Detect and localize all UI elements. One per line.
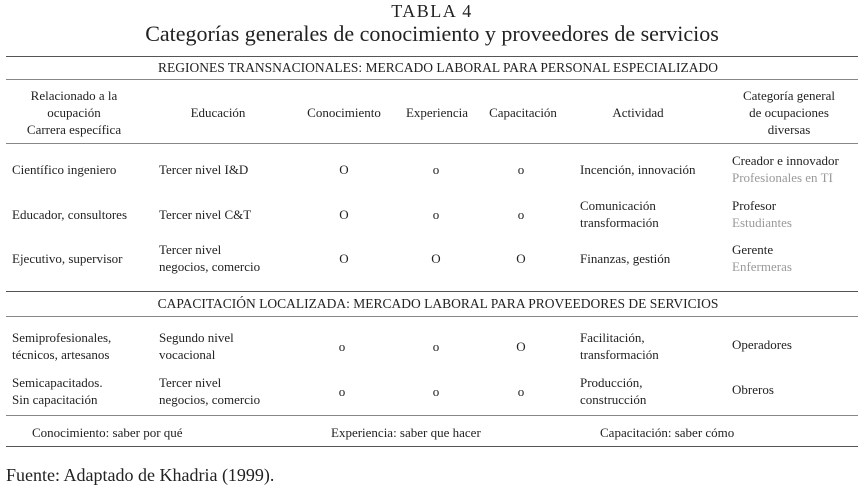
cell-training: o [517, 384, 525, 399]
cell-knowledge: O [339, 207, 349, 222]
legend-knowledge: Conocimiento: saber por qué [32, 425, 183, 440]
source-note: Fuente: Adaptado de Khadria (1999). [6, 465, 275, 485]
section-2-heading: CAPACITACIÓN LOCALIZADA: MERCADO LABORAL PARA PROVEEDORES DE SERVICIOS [157, 296, 719, 311]
cell-experience: o [432, 384, 440, 399]
table-label: TABLA 4 [391, 1, 473, 21]
cell-education: Tercer nivel negocios, comercio [159, 242, 261, 274]
cell-training: O [516, 339, 526, 354]
cell-education: Segundo nivel vocacional [159, 330, 234, 362]
cell-training: O [516, 251, 526, 266]
cell-activity: Producción, construcción [580, 375, 647, 407]
header-training: Capacitación [489, 105, 557, 120]
cell-experience: O [431, 251, 441, 266]
cell-occupation: Científico ingeniero [12, 162, 117, 177]
section-1-rule [6, 79, 858, 80]
header-related-occupation: Relacionado a la ocupación Carrera específica [26, 88, 122, 137]
cell-education: Tercer nivel negocios, comercio [159, 375, 261, 407]
cell-experience: o [432, 207, 440, 222]
cell-activity: Incención, innovación [580, 162, 696, 177]
cell-education: Tercer nivel I&D [159, 162, 249, 177]
section-2-rule [6, 316, 858, 317]
section-1-heading: REGIONES TRANSNACIONALES: MERCADO LABORAL PARA PERSONAL ESPECIALIZADO [157, 60, 719, 75]
cell-occupation: Ejecutivo, supervisor [12, 251, 123, 266]
cell-occupation: Semiprofesionales, técnicos, artesanos [12, 330, 112, 362]
header-experience: Experiencia [405, 105, 469, 120]
cell-knowledge: O [339, 162, 349, 177]
cell-knowledge: O [339, 251, 349, 266]
cell-category: Obreros [732, 382, 774, 397]
cell-experience: o [432, 339, 440, 354]
header-category: Categoría general de ocupaciones diversas [742, 88, 836, 137]
header-activity: Actividad [612, 105, 664, 120]
cell-occupation: Educador, consultores [12, 207, 128, 222]
header-education: Educación [190, 105, 246, 120]
cell-activity: Facilitación, transformación [580, 330, 659, 362]
cell-activity: Finanzas, gestión [580, 251, 671, 266]
legend-experience: Experiencia: saber que hacer [331, 425, 481, 440]
header-knowledge: Conocimiento [307, 105, 381, 120]
cell-training: o [517, 162, 525, 177]
cell-category: Profesor [732, 198, 777, 213]
cell-experience: o [432, 162, 440, 177]
legend-rule [6, 415, 858, 416]
cell-knowledge: o [338, 384, 346, 399]
cell-activity: Comunicación transformación [580, 198, 659, 230]
cell-category-sub: Estudiantes [732, 215, 792, 230]
cell-category: Operadores [732, 337, 792, 352]
section-2-top-rule [6, 291, 858, 292]
cell-category-sub: Enfermeras [732, 259, 792, 274]
header-rule [6, 143, 858, 144]
cell-category-sub: Profesionales en TI [732, 170, 833, 185]
cell-education: Tercer nivel C&T [159, 207, 252, 222]
cell-knowledge: o [338, 339, 346, 354]
legend-training: Capacitación: saber cómo [600, 425, 735, 440]
cell-category: Creador e innovador [732, 153, 839, 168]
table-title: Categorías generales de conocimiento y proveedores de servicios [145, 21, 719, 46]
cell-occupation: Semicapacitados. Sin capacitación [12, 375, 103, 407]
cell-category: Gerente [732, 242, 774, 257]
bottom-rule [6, 446, 858, 447]
cell-training: o [517, 207, 525, 222]
top-rule [6, 56, 858, 57]
